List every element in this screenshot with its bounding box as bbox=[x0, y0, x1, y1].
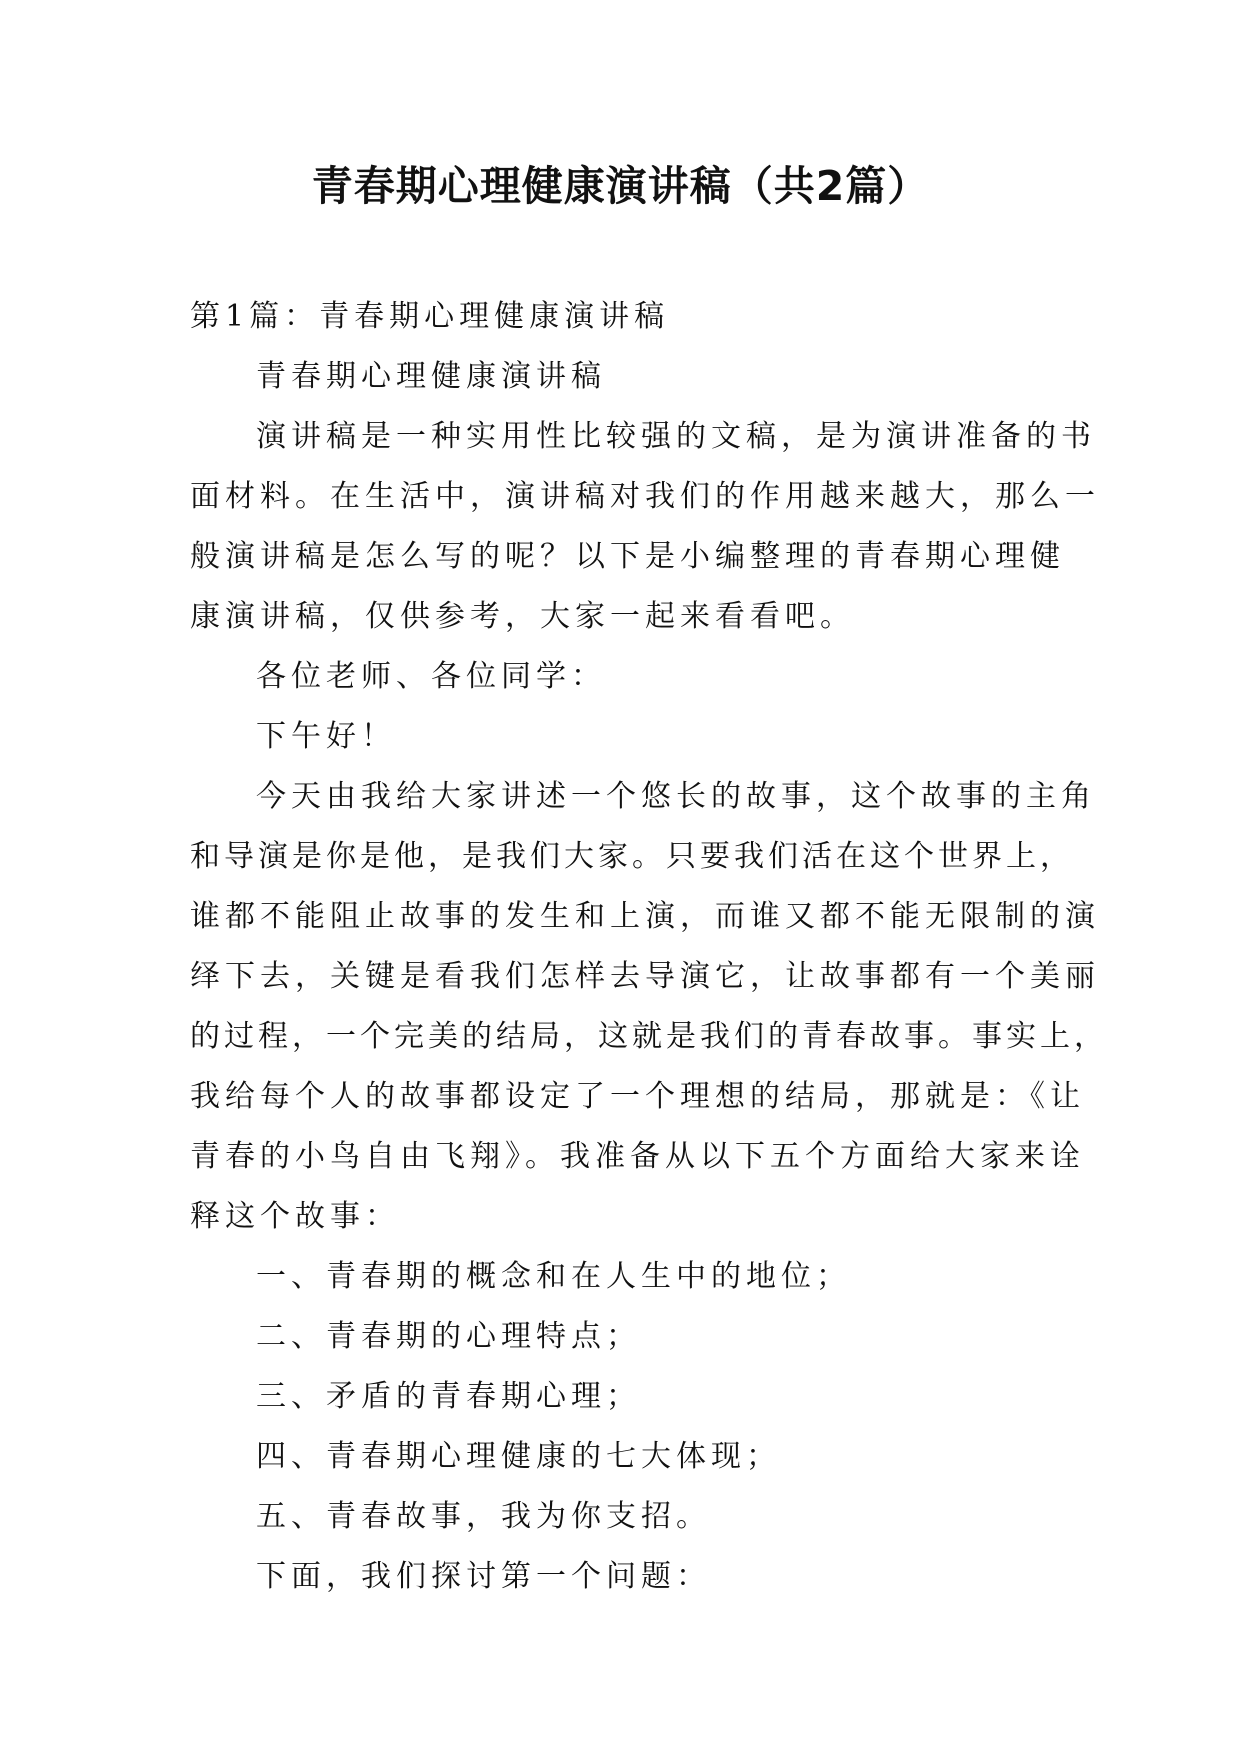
document-title: 青春期心理健康演讲稿（共2篇） bbox=[311, 162, 930, 210]
story-line: 青春的小鸟自由飞翔》。我准备从以下五个方面给大家来诠 bbox=[190, 1139, 1085, 1174]
story-line: 和导演是你是他，是我们大家。只要我们活在这个世界上， bbox=[190, 839, 1074, 874]
closing-line: 下面，我们探讨第一个问题： bbox=[256, 1559, 711, 1594]
intro-line: 面材料。在生活中，演讲稿对我们的作用越来越大，那么一 bbox=[190, 479, 1100, 514]
salutation: 各位老师、各位同学： bbox=[256, 659, 606, 694]
outline-item: 五、青春故事，我为你支招。 bbox=[256, 1499, 711, 1534]
outline-item: 二、青春期的心理特点； bbox=[256, 1319, 641, 1354]
story-line: 绎下去，关键是看我们怎样去导演它，让故事都有一个美丽 bbox=[190, 959, 1100, 994]
intro-line: 演讲稿是一种实用性比较强的文稿，是为演讲准备的书 bbox=[256, 419, 1096, 454]
story-line: 的过程，一个完美的结局，这就是我们的青春故事。事实上， bbox=[190, 1019, 1108, 1054]
story-line: 释这个故事： bbox=[190, 1199, 400, 1234]
greeting: 下午好！ bbox=[256, 719, 396, 754]
intro-line: 康演讲稿，仅供参考，大家一起来看看吧。 bbox=[190, 599, 855, 634]
outline-item: 三、矛盾的青春期心理； bbox=[256, 1379, 641, 1414]
story-line: 我给每个人的故事都设定了一个理想的结局，那就是：《让 bbox=[190, 1079, 1085, 1114]
story-line: 今天由我给大家讲述一个悠长的故事，这个故事的主角 bbox=[256, 779, 1096, 814]
section-subtitle: 青春期心理健康演讲稿 bbox=[256, 359, 606, 394]
document-body bbox=[190, 287, 1108, 1607]
outline-item: 四、青春期心理健康的七大体现； bbox=[256, 1439, 781, 1474]
outline-item: 一、青春期的概念和在人生中的地位； bbox=[256, 1259, 851, 1294]
intro-line: 般演讲稿是怎么写的呢？以下是小编整理的青春期心理健 bbox=[190, 539, 1065, 574]
story-line: 谁都不能阻止故事的发生和上演，而谁又都不能无限制的演 bbox=[190, 899, 1100, 934]
section-heading: 第1篇：青春期心理健康演讲稿 bbox=[190, 299, 670, 334]
